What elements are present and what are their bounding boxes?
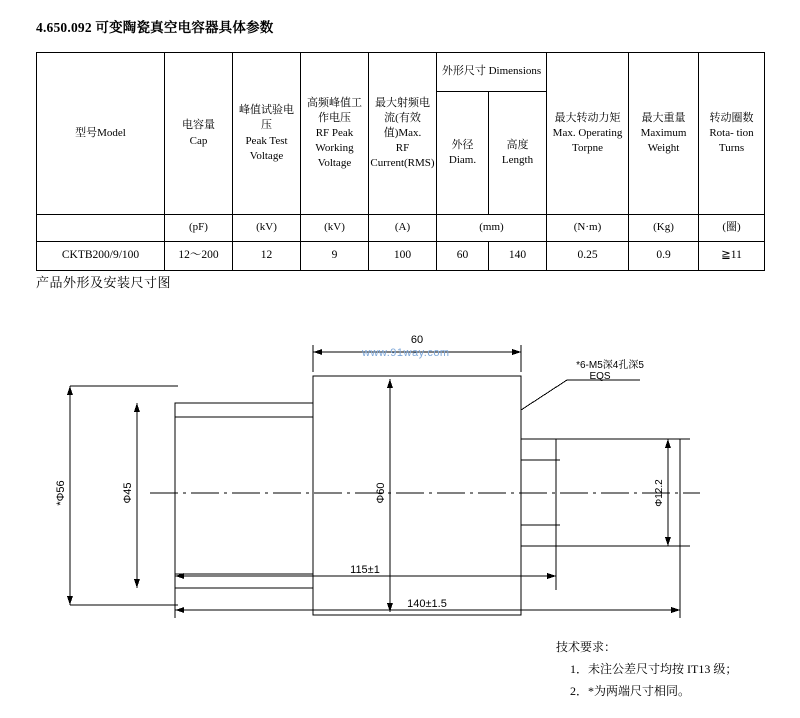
cell-rotation-turns: ≧11 (699, 242, 765, 271)
left-section-outline (175, 403, 313, 588)
header-max-weight: 最大重量 Maximum Weight (629, 53, 699, 215)
unit-peak-test-voltage: (kV) (233, 215, 301, 242)
cell-max-rf-current: 100 (369, 242, 437, 271)
dim-115-label: 115±1 (350, 564, 380, 576)
unit-model (37, 215, 165, 242)
header-rotation-turns: 转动圈数 Rota- tion Turns (699, 53, 765, 215)
watermark-text: www.91way.com (362, 347, 450, 359)
dim-phi12-label: Φ12.2 (654, 479, 665, 507)
table-header-row (37, 53, 765, 92)
table-units-row (37, 215, 765, 242)
unit-max-operating-torque: (N·m) (547, 215, 629, 242)
cell-diameter: 60 (437, 242, 489, 271)
header-length: 高度 Length (489, 92, 547, 215)
unit-rf-peak-working-voltage: (kV) (301, 215, 369, 242)
unit-cap: (pF) (165, 215, 233, 242)
dim-phi56-label: *Φ56 (55, 480, 67, 506)
cell-model: CKTB200/9/100 (37, 242, 165, 271)
header-rf-peak-working-voltage: 高频峰值工作电压 RF Peak Working Voltage (301, 53, 369, 215)
table-row (37, 242, 765, 271)
cell-cap: 12～200 (165, 242, 233, 271)
specification-table (36, 52, 765, 271)
dim-60-label: 60 (410, 334, 424, 346)
technical-requirements (556, 636, 737, 703)
unit-max-rf-current: (A) (369, 215, 437, 242)
cell-max-weight: 0.9 (629, 242, 699, 271)
dim-140-label: 140±1.5 (407, 598, 447, 610)
unit-dimensions: (mm) (437, 215, 547, 242)
header-cap: 电容量 Cap (165, 53, 233, 215)
unit-max-weight: (Kg) (629, 215, 699, 242)
callout-line2: EQS (589, 371, 611, 382)
dim-phi45-label: Φ45 (122, 482, 134, 504)
dim-phi60-label: Φ60 (375, 482, 387, 504)
cell-rf-peak-working-voltage: 9 (301, 242, 369, 271)
page-title: 4.650.092 可变陶瓷真空电容器具体参数 (36, 20, 274, 35)
header-dimensions-group: 外形尺寸 Dimensions (437, 53, 547, 92)
cell-max-operating-torque: 0.25 (547, 242, 629, 271)
header-max-rf-current: 最大射频电流(有效值)Max. RF Current(RMS) (369, 53, 437, 215)
tech-note-item: 2．*为两端尺寸相同。 (570, 684, 691, 699)
header-peak-test-voltage: 峰值试验电压 Peak Test Voltage (233, 53, 301, 215)
unit-rotation-turns: (圈) (699, 215, 765, 242)
header-diameter: 外径 Diam. (437, 92, 489, 215)
header-max-operating-torque: 最大转动力矩 Max. Operating Torpne (547, 53, 629, 215)
cell-peak-test-voltage: 12 (233, 242, 301, 271)
callout-line1: *6-M5深4孔深5 (576, 360, 644, 371)
tech-note-item: 1．未注公差尺寸均按 IT13 级； (570, 662, 738, 677)
body-outline (313, 376, 521, 615)
cell-length: 140 (489, 242, 547, 271)
section-subtitle: 产品外形及安装尺寸图 (36, 275, 172, 290)
tech-notes-heading: 技术要求： (556, 640, 617, 654)
header-model: 型号Model (37, 53, 165, 215)
